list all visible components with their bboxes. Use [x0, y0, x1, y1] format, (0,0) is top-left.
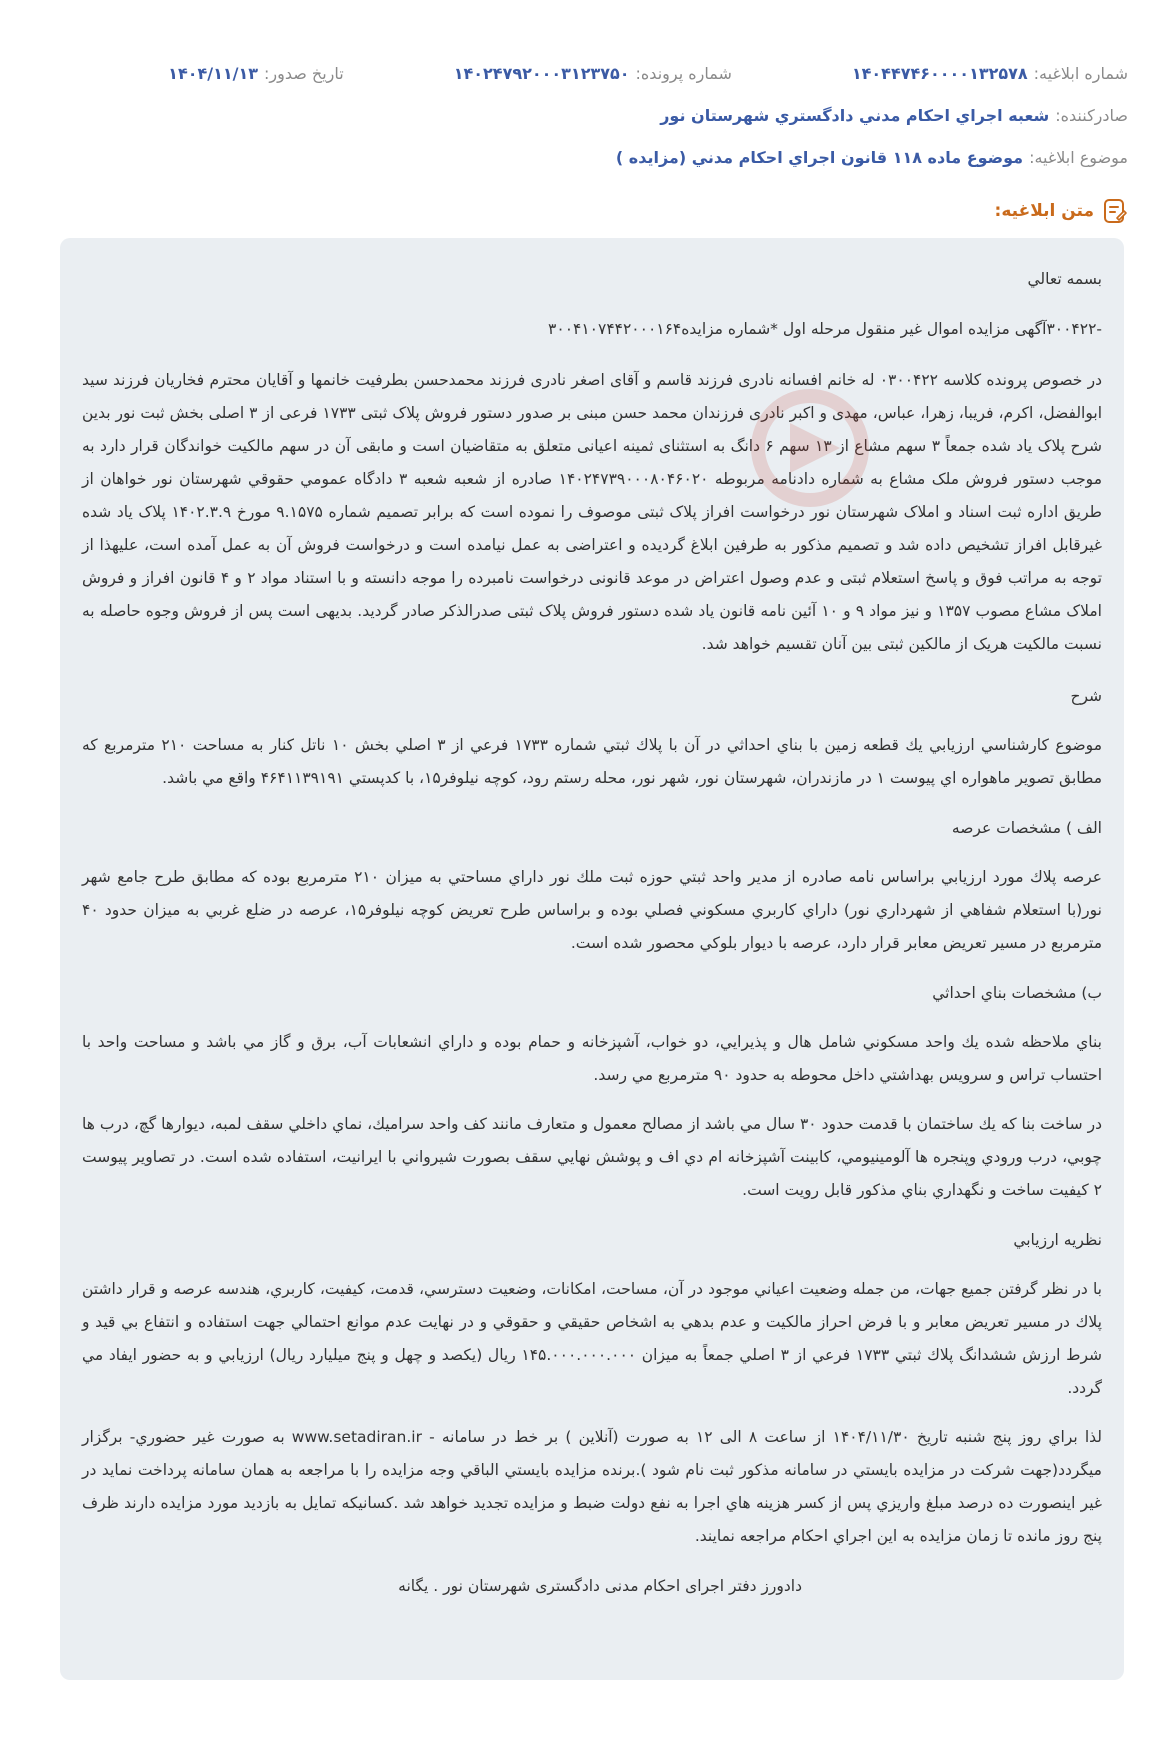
subject-value: موضوع ماده ۱۱۸ قانون اجراي احكام مدني (مزايده )	[615, 147, 1024, 167]
auction-heading: -۳۰۰۴۲۲آگهی مزایده اموال غیر منقول مرحله اول *شماره مزایده۳۰۰۴۱۰۷۴۴۲۰۰۰۱۶۴	[548, 320, 1102, 338]
issuer-value: شعبه اجراي احكام مدني دادگستري شهرستان نور	[660, 105, 1050, 125]
bismillah-line: بسمه تعالي	[1027, 270, 1102, 288]
notice-number-label: شماره ابلاغیه:	[1033, 63, 1128, 83]
alef-title: الف ) مشخصات عرصه	[951, 819, 1102, 837]
notice-text-heading-label: متن ابلاغیه:	[994, 201, 1094, 221]
notice-number	[852, 64, 1128, 83]
notice-number-value: ۱۴۰۴۴۷۴۶۰۰۰۰۱۳۲۵۷۸	[851, 63, 1028, 83]
notice-body-panel	[60, 238, 1124, 1680]
issuer	[660, 106, 1128, 125]
construction-paragraph: در ساخت بنا كه يك ساختمان با قدمت حدود ۳۰ سال مي باشد از مصالح معمول و متعارف مانند كف واحد سراميك، نماي داخلي سقف لمبه، ديوارها گچ، درب ها چوبي، درب ورودي وپنجره ها آلومينيومي، كابينت آشپزخانه ام دي اف و پوشش نهايي سقف بصورت شيرواني با ايرانيت، استفاده شده است. در تصاوير پيوست ۲ كيفيت ساخت و نگهداري بناي مذكور قابل رويت است.	[82, 1115, 1102, 1199]
intro-paragraph: در خصوص پرونده کلاسه ۰۳۰۰۴۲۲ له خانم افسانه نادری فرزند قاسم و آقای اصغر نادری فرزند محمدحسن بطرفیت خانمها و آقایان محترم فخاریان فرزند سید ابوالفضل، اکرم، فریبا، زهرا، عباس، مهدی و اکبر نادری فرزندان محمد حسن مبنی بر صدور دستور فروش پلاک ثبتی ۱۷۳۳ فرعی از ۳ اصلی بخش ثبت نور بدین شرح پلاک یاد شده جمعاً ۳ سهم مشاع از ۱۳ سهم ۶ دانگ به استثنای ثمینه اعیانی متعلق به متقاضیان است و مابقی آن در سهم مالکیت خواندگان قرار دارد به موجب دستور فروش ملک مشاع به شماره دادنامه مربوطه ۱۴۰۲۴۷۳۹۰۰۰۸۰۴۶۰۲۰ صادره از شعبه شعبه ۳ دادگاه عمومي حقوقي شهرستان نور خواهان از طریق اداره ثبت اسناد و املاک شهرستان نور درخواست افراز پلاک ثبتی موصوف را نموده است که برابر تصمیم شماره ۹.۱۵۷۵ مورخ ۱۴۰۲.۳.۹ پلاک یاد شده غیرقابل افراز تشخیص داده شد و تصمیم مذکور به طرفین ابلاغ گردیده و اعتراضی به عمل نیامده است و درخواست فروش آن به عمل آمده است، علیهذا از توجه به مراتب فوق و پاسخ استعلام ثبتی و عدم وصول اعتراض در موعد قانونی درخواست نامبرده را موجه دانسته و با استناد مواد ۲ و ۴ قانون افراز و فروش املاک مشاع مصوب ۱۳۵۷ و نیز مواد ۹ و ۱۰ آئین نامه قانون یاد شده دستور فروش پلاک ثبتی صدرالذکر صادر گردید. بدیهی است پس از فروش وجوه حاصله به نسبت مالکیت هریک از مالکین ثبتی بین آنان تقسیم خواهد شد.	[82, 371, 1103, 653]
metadata-row-numbers	[60, 52, 1128, 94]
auction-paragraph: لذا براي روز پنج شنبه تاريخ ۱۴۰۴/۱۱/۳۰ از ساعت ۸ الی ۱۲ به صورت (آنلاين ) بر خط در سامانه - www.setadiran.ir به صورت غير حضوري- برگزار ميگردد(جهت شركت در مزايده بايستي در سامانه مذكور ثبت نام شود ).برنده مزايده بايستي الباقي وجه مزايده را با مراجعه به همان سامانه پرداخت نمايد در غير اينصورت ده درصد مبلغ واريزي پس از كسر هزينه هاي اجرا به نفع دولت ضبط و مزايده تجديد خواهد شد .كسانيكه تمايل به بازديد مورد مزايده دارند ظرف پنج روز مانده تا زمان مزايده به اين اجراي احكام مراجعه نمايند.	[82, 1428, 1102, 1545]
opinion-paragraph: با در نظر گرفتن جميع جهات، من جمله وضعيت اعياني موجود در آن، مساحت، امكانات، وضعيت دسترسي، قدمت، كيفيت، كاربري، هندسه عرصه و قرار داشتن پلاك در مسير تعريض معابر و با فرض احراز مالكيت و عدم بدهي به اشخاص حقيقي و حقوقي و در نهايت عدم موانع احتمالي جهت استفاده و انتفاع بي قيد و شرط ارزش ششدانگ پلاك ثبتي ۱۷۳۳ فرعي از ۳ اصلي جمعاً به ميزان ۱۴۵.۰۰۰.۰۰۰.۰۰۰ ريال (يكصد و چهل و پنج ميليارد ريال) ارزيابي و به حضور ايفاد مي گردد.	[82, 1280, 1103, 1397]
case-number	[454, 64, 732, 83]
issuer-label: صادرکننده:	[1055, 105, 1128, 125]
subject-label: موضوع ابلاغیه:	[1029, 147, 1128, 167]
notice-metadata	[60, 52, 1128, 178]
be-paragraph: بناي ملاحظه شده يك واحد مسكوني شامل هال و پذيرايي، دو خواب، آشپزخانه و حمام بوده و داراي انشعابات آب، برق و گاز مي باشد و مساحت واحد با احتساب تراس و سرويس بهداشتي داخل محوطه به حدود ۹۰ مترمربع مي رسد.	[82, 1033, 1102, 1084]
sharh-title: شرح	[1070, 687, 1102, 705]
alef-paragraph: عرصه پلاك مورد ارزيابي براساس نامه صادره از مدير واحد ثبتي حوزه ثبت ملك نور داراي مساحتي به ميزان ۲۱۰ مترمربع بوده كه مطابق طرح جامع شهر نور(با استعلام شفاهي از شهرداري نور) داراي كاربري مسكوني فصلي بوده و براساس طرح تعريض كوچه نيلوفر۱۵، عرصه در ضلع غربي به ميزان حدود ۴۰ مترمربع در مسير تعريض معابر قرار دارد، عرصه با ديوار بلوكي محصور شده است.	[82, 868, 1102, 952]
metadata-row-subject	[60, 136, 1128, 178]
subject	[616, 148, 1128, 167]
case-number-value: ۱۴۰۲۴۷۹۲۰۰۰۳۱۲۳۷۵۰	[453, 63, 630, 83]
issue-date	[168, 64, 344, 83]
issue-date-value: ۱۴۰۴/۱۱/۱۳	[168, 63, 258, 83]
signature-line: دادورز دفتر اجرای احکام مدنی دادگستری شهرستان نور . یگانه	[398, 1577, 802, 1595]
case-number-label: شماره پرونده:	[635, 63, 732, 83]
issue-date-label: تاریخ صدور:	[263, 63, 344, 83]
document-icon	[1102, 198, 1128, 224]
metadata-row-issuer	[60, 94, 1128, 136]
notice-text-heading	[995, 198, 1128, 224]
sharh-paragraph: موضوع كارشناسي ارزيابي يك قطعه زمين با بناي احداثي در آن با پلاك ثبتي شماره ۱۷۳۳ فرعي از ۳ اصلي بخش ۱۰ ناتل كنار به مساحت ۲۱۰ مترمربع كه مطابق تصوير ماهواره اي پيوست ۱ در مازندران، شهرستان نور، شهر نور، محله رستم رود، كوچه نيلوفر۱۵، با كدپستي ۴۶۴۱۱۳۹۱۹۱ واقع مي باشد.	[82, 736, 1102, 787]
be-title: ب) مشخصات بناي احداثي	[932, 984, 1102, 1002]
opinion-title: نظريه ارزيابي	[1013, 1231, 1102, 1249]
